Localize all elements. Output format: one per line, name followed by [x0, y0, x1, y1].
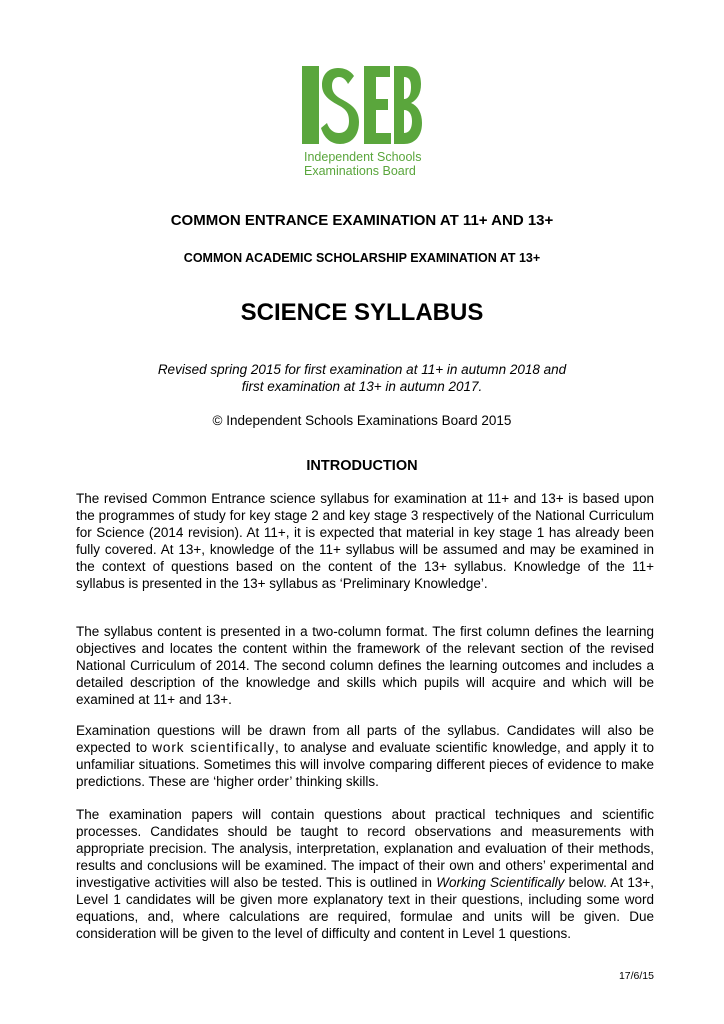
introduction-heading: INTRODUCTION — [306, 458, 418, 474]
copyright-notice: © Independent Schools Examinations Board 2015 — [212, 413, 512, 428]
footer-date: 17/6/15 — [618, 970, 654, 982]
revision-note — [0, 361, 724, 395]
intro-paragraph-2: The syllabus content is presented in a two-column format. The first column defines the learning objectives and locates the content within the framework of the relevant section of the revised National Curriculum of 2014. The second column defines the learning outcomes and includes a detailed description of the knowledge and skills which pupils will acquire and which will be examined at 11+ and 13+. — [76, 624, 654, 707]
paragraph-3-end: , to analyse and evaluate scientific knowledge, and apply it to unfamiliar situations. Sometimes this will involve comparing different pieces of evidence to make predictions. These are ‘higher order’ thinking skills. — [76, 740, 654, 789]
intro-paragraph-4 — [76, 806, 654, 942]
paragraph-4-start: The examination papers will contain questions about practical techniques and scientific processes. Candidates should be taught to record observations and measurements with appropriate precision. The analysis, interpretation, explanation and evaluation of their methods, results and conclusions will be examined. The impact of their own and others’ experimental and investigative activities will also be tested. This is outlined in — [76, 807, 654, 890]
revision-line-1: Revised spring 2015 for first examination at 11+ in autumn 2018 and — [157, 362, 567, 377]
working-scientifically-reference: Working Scientifically — [436, 875, 565, 890]
scholarship-title: COMMON ACADEMIC SCHOLARSHIP EXAMINATION AT 13+ — [183, 251, 541, 265]
exam-title: COMMON ENTRANCE EXAMINATION AT 11+ AND 13+ — [170, 212, 554, 229]
work-scientifically-emphasis: work scientifically — [152, 740, 275, 755]
revision-line-2: first examination at 13+ in autumn 2017. — [241, 379, 483, 394]
iseb-logo-subtitle — [304, 150, 421, 178]
iseb-logo — [302, 66, 432, 180]
paragraph-4-end: below. At 13+, Level 1 candidates will be given more explanatory text in their questions, including some word equations, and, where calculations are required, formulae and units will be given. Due consideration will be given to the level of difficulty and content in Level 1 questions. — [76, 875, 654, 941]
logo-subtitle-line2: Examinations Board — [304, 164, 416, 178]
syllabus-title: SCIENCE SYLLABUS — [240, 299, 484, 326]
intro-paragraph-3 — [76, 722, 654, 790]
paragraph-3-start: Examination questions will be drawn from all parts of the syllabus. Candidates will also be expected to — [76, 723, 654, 755]
intro-paragraph-1: The revised Common Entrance science syllabus for examination at 11+ and 13+ is based upon the programmes of study for key stage 2 and key stage 3 respectively of the National Curriculum for Science (2014 revision). At 11+, it is expected that material in key stage 1 has already been fully covered. At 13+, knowledge of the 11+ syllabus will be assumed and may be examined in the context of questions based on the content of the 13+ syllabus. Knowledge of the 11+ syllabus is presented in the 13+ syllabus as ‘Preliminary Knowledge’. — [76, 491, 654, 591]
logo-subtitle-line1: Independent Schools — [304, 150, 422, 164]
iseb-logo-wordmark — [302, 66, 422, 144]
